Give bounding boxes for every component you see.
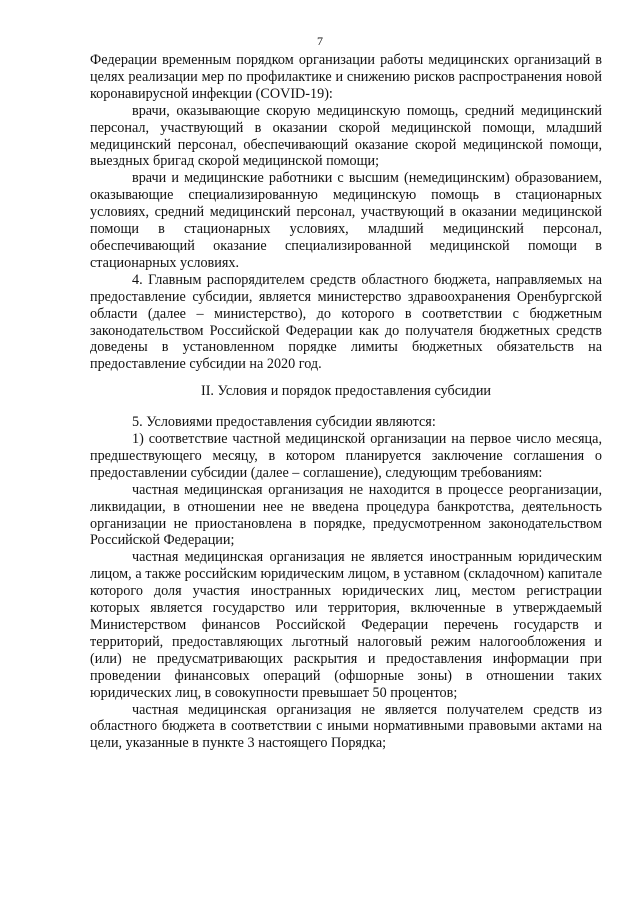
- paragraph-subitem-1: 1) соответствие частной медицинской организации на первое число месяца, предшествующего месяцу, в котором планируется заключение соглашения о предоставлении субсидии (далее – соглашение), следующим требованиям:: [90, 431, 602, 481]
- paragraph-hospital-staff: врачи и медицинские работники с высшим (немедицинским) образованием, оказывающие специализированную медицинскую помощь в стационарных условиях, средний медицинский персонал, участвующий в оказании медицинской помощи в стационарных условиях, младший медицинский персонал, обеспечивающий оказание специализированной медицинской помощи в стационарных условиях.: [90, 170, 602, 271]
- paragraph-requirement-reorganization: частная медицинская организация не находится в процессе реорганизации, ликвидации, в отношении нее не введена процедура банкротства, деятельность организации не приостановлена в порядке, предусмотренном законодательством Российской Федерации;: [90, 481, 602, 549]
- paragraph-continuation: Федерации временным порядком организации работы медицинских организаций в целях реализации мер по профилактике и снижению рисков распространения новой коронавирусной инфекции (COVID-19):: [90, 52, 602, 102]
- paragraph-ambulance-staff: врачи, оказывающие скорую медицинскую помощь, средний медицинский персонал, участвующий в оказании скорой медицинской помощи, младший медицинский персонал, обеспечивающий оказание скорой медицинской помощи, выездных бригад скорой медицинской помощи;: [90, 102, 602, 170]
- document-body: [90, 52, 602, 752]
- page-number: 7: [317, 34, 323, 48]
- spacer: [90, 400, 602, 414]
- paragraph-requirement-budget-funds: частная медицинская организация не является получателем средств из областного бюджета в соответствии с иными нормативными правовыми актами на цели, указанные в пункте 3 настоящего Порядка;: [90, 701, 602, 752]
- paragraph-item-4: 4. Главным распорядителем средств областного бюджета, направляемых на предоставление субсидии, является министерство здравоохранения Оренбургской области (далее – министерство), до которого в соответствии с бюджетным законодательством Российской Федерации как до получателя бюджетных средств доведены в установленном порядке лимиты бюджетных обязательств на предоставление субсидии на 2020 год.: [90, 271, 602, 373]
- paragraph-item-5: 5. Условиями предоставления субсидии являются:: [132, 414, 436, 431]
- section-heading: II. Условия и порядок предоставления субсидии: [200, 383, 492, 400]
- spacer: [90, 373, 602, 383]
- paragraph-requirement-foreign-entity: частная медицинская организация не является иностранным юридическим лицом, а также российским юридическим лицом, в уставном (складочном) капитале которого доля участия иностранных юридических лиц, местом регистрации которых является государство или территория, включенные в утверждаемый Министерством финансов Российской Федерации перечень государств и территорий, предоставляющих льготный налоговый режим налогообложения и (или) не предусматривающих раскрытия и предоставления информации при проведении финансовых операций (офшорные зоны) в отношении таких юридических лиц, в совокупности превышает 50 процентов;: [90, 549, 602, 701]
